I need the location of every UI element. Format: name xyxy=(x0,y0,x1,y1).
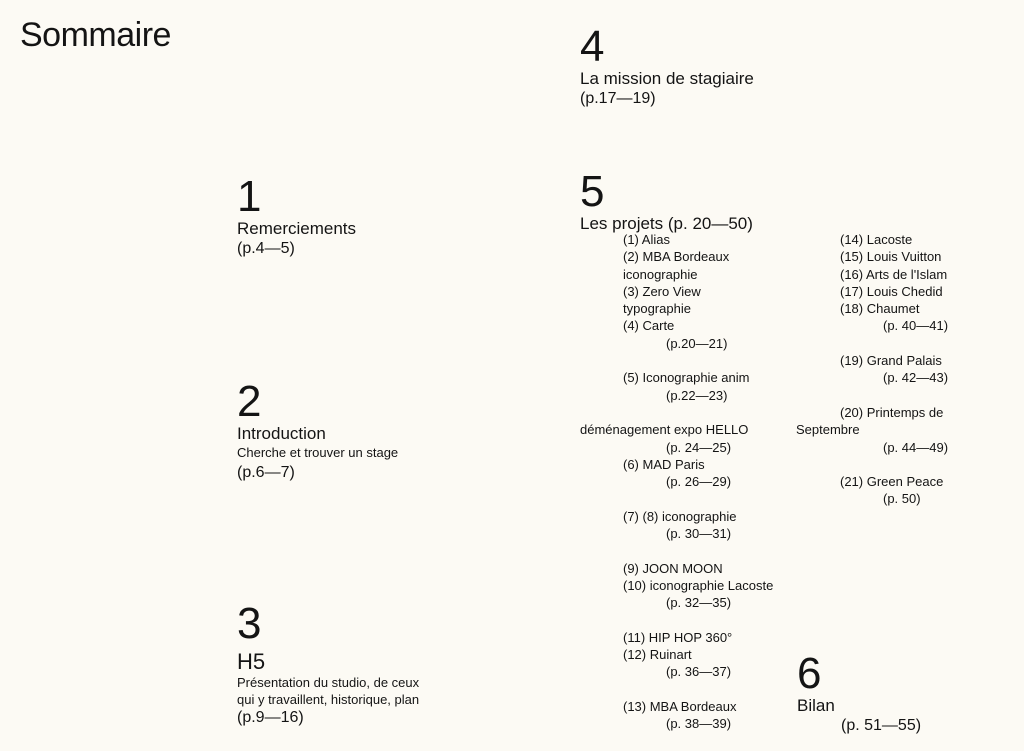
section-2 xyxy=(237,377,399,483)
list-item: (9) JOON MOON xyxy=(623,560,723,576)
list-item-pages: (p. 42—43) xyxy=(883,370,949,386)
list-item: (7) (8) iconographie xyxy=(623,508,737,524)
list-item: (14) Lacoste xyxy=(840,232,913,247)
list-item: (18) Chaumet xyxy=(840,301,920,317)
section-heading: Remerciements xyxy=(237,219,357,238)
list-item: typographie xyxy=(623,301,691,317)
list-item-pages: (p.20—21) xyxy=(666,335,728,351)
section-heading: La mission de stagiaire xyxy=(580,69,754,88)
list-item: (3) Zero View xyxy=(623,283,701,299)
list-spacer xyxy=(580,681,773,698)
list-item: (4) Carte xyxy=(623,318,675,334)
section-3 xyxy=(237,599,420,728)
list-item: (6) MAD Paris xyxy=(623,456,705,472)
section-number: 4 xyxy=(580,22,605,71)
list-spacer xyxy=(580,542,773,559)
section-number: 5 xyxy=(580,167,605,216)
section-heading: Bilan xyxy=(797,696,835,715)
section-subtitle-line-2: qui y travaillent, historique, plan xyxy=(237,692,420,707)
list-item: (19) Grand Palais xyxy=(840,353,942,369)
section-4 xyxy=(580,22,754,109)
list-item: déménagement expo HELLO xyxy=(580,422,749,438)
section-number: 2 xyxy=(237,377,262,426)
list-item: (12) Ruinart xyxy=(623,647,692,663)
list-item: (16) Arts de l'Islam xyxy=(840,266,948,282)
section-pages: (p.6—7) xyxy=(237,464,295,481)
list-spacer xyxy=(840,335,948,352)
list-item: iconographie xyxy=(623,266,698,282)
list-spacer xyxy=(580,612,773,629)
section-number: 6 xyxy=(797,649,822,698)
list-item: (21) Green Peace xyxy=(840,474,944,490)
list-spacer xyxy=(580,490,773,507)
list-item-pages: (p. 36—37) xyxy=(666,664,732,680)
list-item-pages: (p. 38—39) xyxy=(666,716,732,732)
list-item: (13) MBA Bordeaux xyxy=(623,699,737,715)
section-pages: (p.17—19) xyxy=(580,90,656,107)
section-heading: Les projets (p. 20—50) xyxy=(580,214,753,233)
section-number: 3 xyxy=(237,599,262,648)
section-heading: H5 xyxy=(237,649,266,674)
list-spacer xyxy=(580,404,773,421)
section-subtitle-line-1: Présentation du studio, de ceux xyxy=(237,675,420,690)
list-item: (10) iconographie Lacoste xyxy=(623,577,774,593)
section-pages: (p. 51—55) xyxy=(841,717,922,734)
section-subtitle: Cherche et trouver un stage xyxy=(237,445,399,460)
list-item-pages: (p. 40—41) xyxy=(883,318,949,334)
list-item-pages: (p. 44—49) xyxy=(883,439,949,455)
list-item: (17) Louis Chedid xyxy=(840,283,943,299)
section-heading: Introduction xyxy=(237,424,326,443)
section-number: 1 xyxy=(237,172,262,221)
section-6 xyxy=(797,649,922,736)
list-item-pages: (p. 24—25) xyxy=(666,439,732,455)
list-item-pages: (p.22—23) xyxy=(666,387,728,403)
list-item: (20) Printemps de xyxy=(840,404,944,420)
section-1 xyxy=(237,172,357,259)
list-item-pages: (p. 30—31) xyxy=(666,526,732,542)
section-5 xyxy=(580,167,753,234)
projects-list-column-1 xyxy=(580,231,773,733)
list-item: (5) Iconographie anim xyxy=(623,370,750,386)
list-spacer xyxy=(580,352,773,369)
page-title: Sommaire xyxy=(20,16,171,54)
list-item-pages: (p. 50) xyxy=(883,491,921,507)
list-spacer xyxy=(840,456,948,473)
list-spacer xyxy=(840,387,948,404)
list-item: (1) Alias xyxy=(623,232,670,247)
section-pages: (p.4—5) xyxy=(237,240,295,257)
list-item-pages: (p. 32—35) xyxy=(666,595,732,611)
list-item-pages: (p. 26—29) xyxy=(666,474,732,490)
list-item: (15) Louis Vuitton xyxy=(840,249,942,265)
list-item: Septembre xyxy=(796,422,860,438)
list-item: (2) MBA Bordeaux xyxy=(623,249,730,265)
section-pages: (p.9—16) xyxy=(237,709,304,726)
projects-list-column-2 xyxy=(796,231,949,508)
list-item: (11) HIP HOP 360° xyxy=(623,629,733,645)
